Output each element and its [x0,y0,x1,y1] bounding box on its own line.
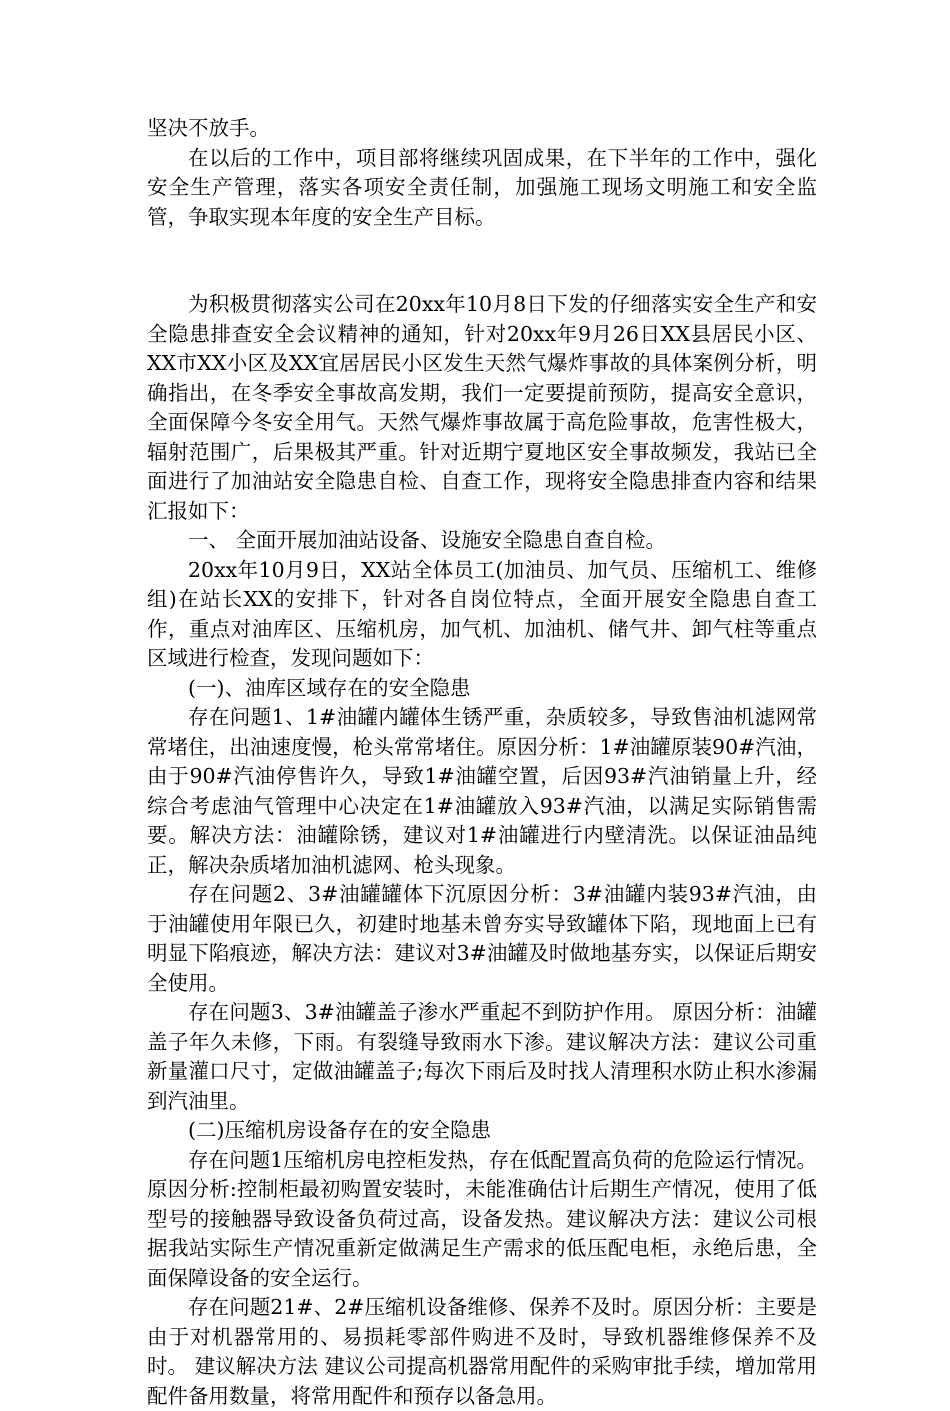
paragraph-issue-5: 存在问题21#、2#压缩机设备维修、保养不及时。原因分析：主要是由于对机器常用的、易损耗零部件购进不及时，导致机器维修保养不及时。 建议解决方法 建议公司提高机器常用配件的采购审批手续，增加常用配件备用数量，将常用配件和预存以备急用。 [147,1295,817,1408]
document-page [147,114,817,1411]
paragraph-inspection-details: 20xx年10月9日，XX站全体员工(加油员、加气员、压缩机工、维修组)在站长XX的安排下，针对各自岗位特点，全面开展安全隐患自查工作，重点对油库区、压缩机房，加气机、加油机、储气井、卸气柱等重点区域进行检查，发现问题如下： [147,557,817,670]
paragraph-issue-2: 存在问题2、3#油罐罐体下沉原因分析：3#油罐内装93#汽油，由于油罐使用年限已久，初建时地基未曾夯实导致罐体下陷，现地面上已有明显下陷痕迹，解决方法：建议对3#油罐及时做地基夯实，以保证后期安全使用。 [147,882,817,995]
subheading-compressor-room: (二)压缩机房设备存在的安全隐患 [188,1118,491,1142]
paragraph-issue-4: 存在问题1压缩机房电控柜发热，存在低配置高负荷的危险运行情况。 原因分析:控制柜最初购置安装时，未能准确估计后期生产情况，使用了低型号的接触器导致设备负荷过高，设备发热。建议解决方法：建议公司根据我站实际生产情况重新定做满足生产需求的低压配电柜，永绝后患，全面保障设备的安全运行。 [147,1147,817,1290]
paragraph-project-goals: 在以后的工作中，项目部将继续巩固成果，在下半年的工作中，强化安全生产管理，落实各项安全责任制，加强施工现场文明施工和安全监管，争取实现本年度的安全生产目标。 [147,145,817,229]
paragraph-intro: 为积极贯彻落实公司在20xx年10月8日下发的仔细落实安全生产和安全隐患排查安全会议精神的通知，针对20xx年9月26日XX县居民小区、XX市XX小区及XX宜居居民小区发生天然气爆炸事故的具体案例分析，明确指出，在冬季安全事故高发期，我们一定要提前预防，提高安全意识，全面保障今冬安全用气。天然气爆炸事故属于高危险事故，危害性极大，辐射范围广，后果极其严重。针对近期宁夏地区安全事故频发，我站已全面进行了加油站安全隐患自检、自查工作，现将安全隐患排查内容和结果汇报如下： [147,292,817,523]
paragraph-continuation: 坚决不放手。 [147,116,270,140]
section-gap [147,232,817,290]
paragraph-issue-1: 存在问题1、1#油罐内罐体生锈严重，杂质较多，导致售油机滤网常常堵住，出油速度慢，枪头常常堵住。原因分析：1#油罐原装90#汽油，由于90#汽油停售许久，导致1#油罐空置，后因93#汽油销量上升，经综合考虑油气管理中心决定在1#油罐放入93#汽油，以满足实际销售需要。解决方法：油罐除锈，建议对1#油罐进行内壁清洗。以保证油品纯正，解决杂质堵加油机滤网、枪头现象。 [147,705,817,877]
paragraph-issue-3: 存在问题3、3#油罐盖子渗水严重起不到防护作用。 原因分析：油罐盖子年久未修，下雨。有裂缝导致雨水下渗。建议解决方法：建议公司重新量灌口尺寸，定做油罐盖子;每次下雨后及时找人清理积水防止积水渗漏到汽油里。 [147,1000,817,1113]
subheading-oil-depot: (一)、油库区域存在的安全隐患 [188,675,471,700]
heading-self-inspection: 一、 全面开展加油站设备、设施安全隐患自查自检。 [188,528,667,552]
